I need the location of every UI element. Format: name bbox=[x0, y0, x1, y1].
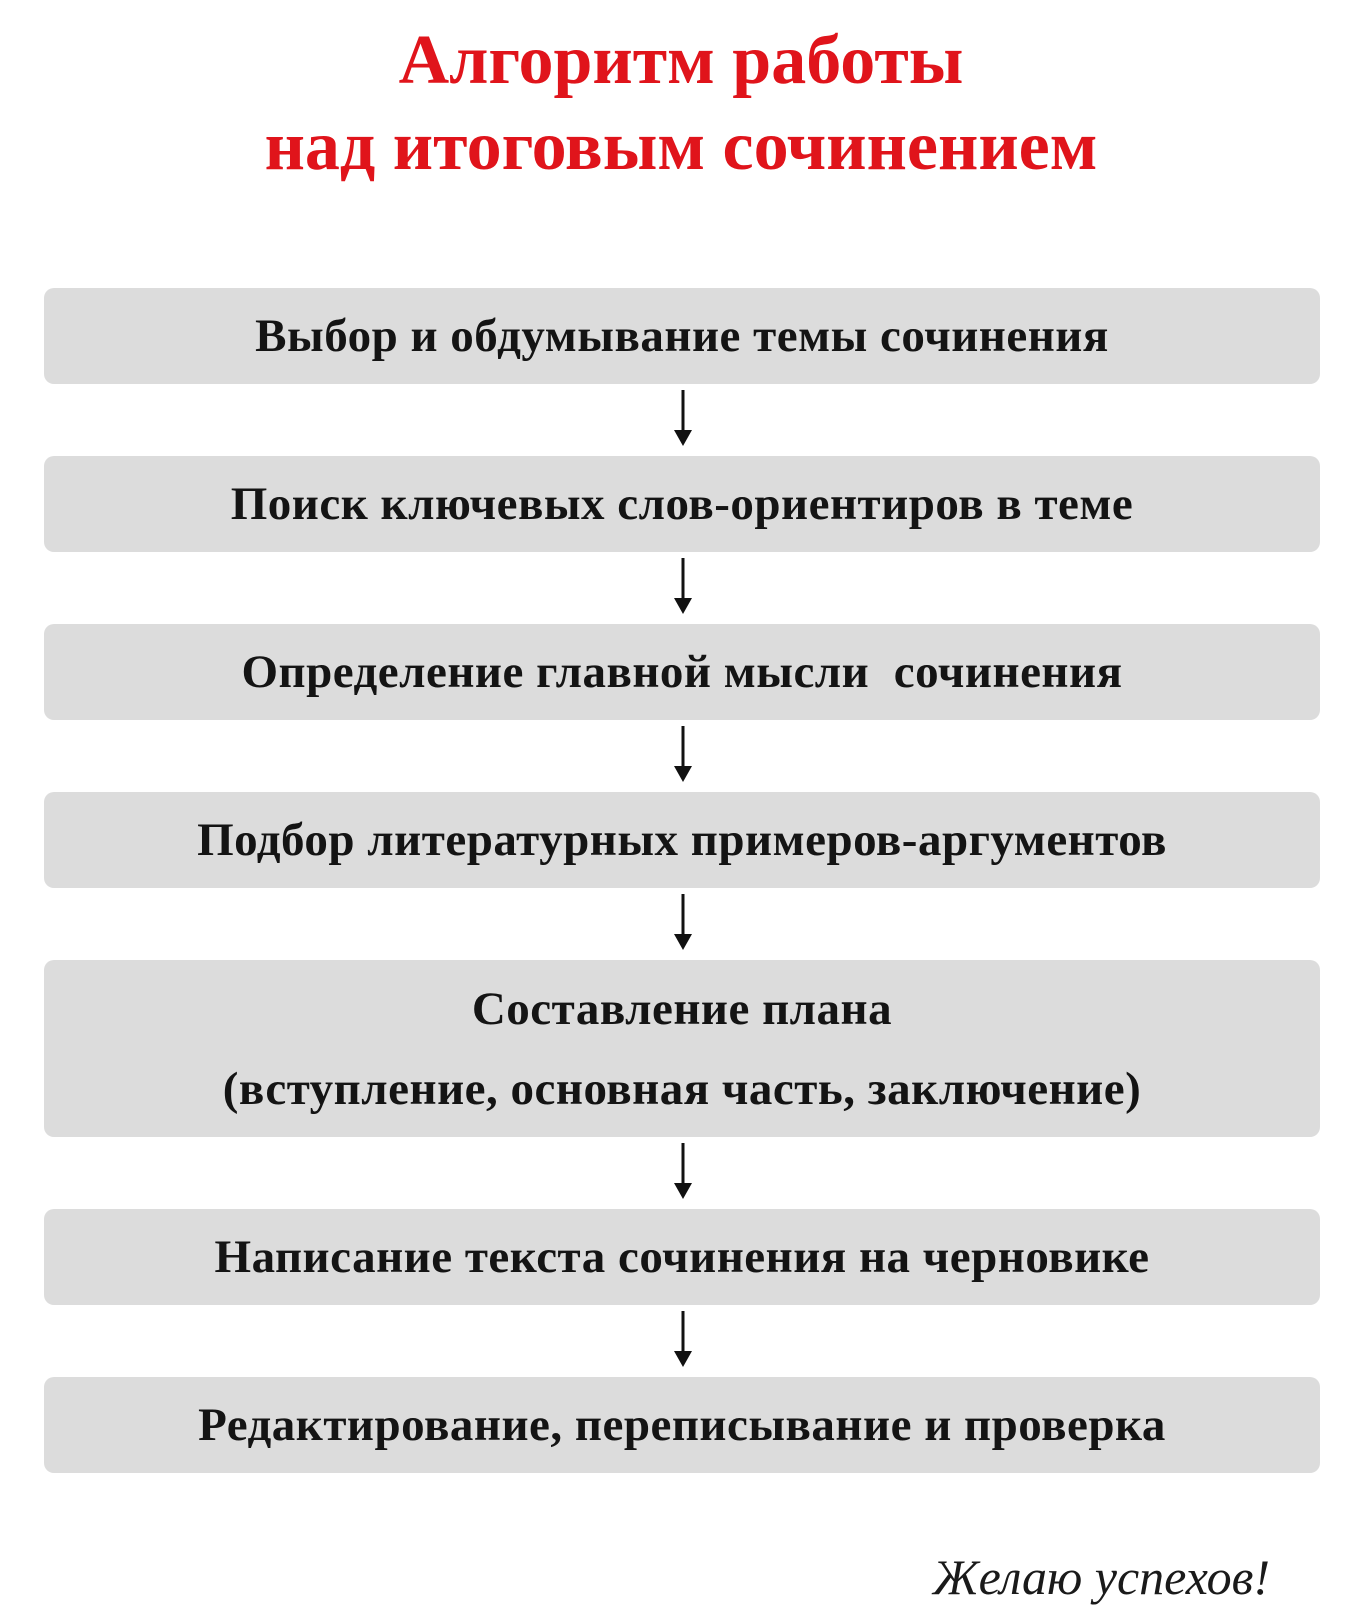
title-line-2: над итоговым сочинением bbox=[264, 108, 1098, 185]
arrow-down-icon bbox=[668, 388, 698, 448]
step-keywords: Поиск ключевых слов-ориентиров в теме bbox=[44, 456, 1320, 552]
arrow-down-icon bbox=[668, 1141, 698, 1201]
step-make-plan-title: Составление плана bbox=[471, 982, 893, 1035]
arrow-down-icon bbox=[668, 892, 698, 952]
arrow-down-icon bbox=[668, 1309, 698, 1369]
connector-6 bbox=[44, 1305, 1320, 1377]
footer-wish: Желаю успехов! bbox=[932, 1549, 1270, 1605]
connector-2 bbox=[44, 552, 1320, 624]
step-literary-arguments: Подбор литературных примеров-аргументов bbox=[44, 792, 1320, 888]
step-main-idea: Определение главной мысли сочинения bbox=[44, 624, 1320, 720]
step-choose-topic: Выбор и обдумывание темы сочинения bbox=[44, 288, 1320, 384]
step-edit-rewrite-check: Редактирование, переписывание и проверка bbox=[44, 1377, 1320, 1473]
arrow-down-icon bbox=[668, 556, 698, 616]
connector-3 bbox=[44, 720, 1320, 792]
step-make-plan bbox=[44, 960, 1320, 1137]
connector-1 bbox=[44, 384, 1320, 456]
algorithm-flowchart bbox=[44, 288, 1320, 1473]
step-draft: Написание текста сочинения на черновике bbox=[44, 1209, 1320, 1305]
page-title bbox=[0, 18, 1362, 190]
arrow-down-icon bbox=[668, 724, 698, 784]
step-make-plan-details: (вступление, основная часть, заключение) bbox=[222, 1062, 1142, 1115]
connector-4 bbox=[44, 888, 1320, 960]
title-line-1: Алгоритм работы bbox=[398, 22, 964, 99]
connector-5 bbox=[44, 1137, 1320, 1209]
